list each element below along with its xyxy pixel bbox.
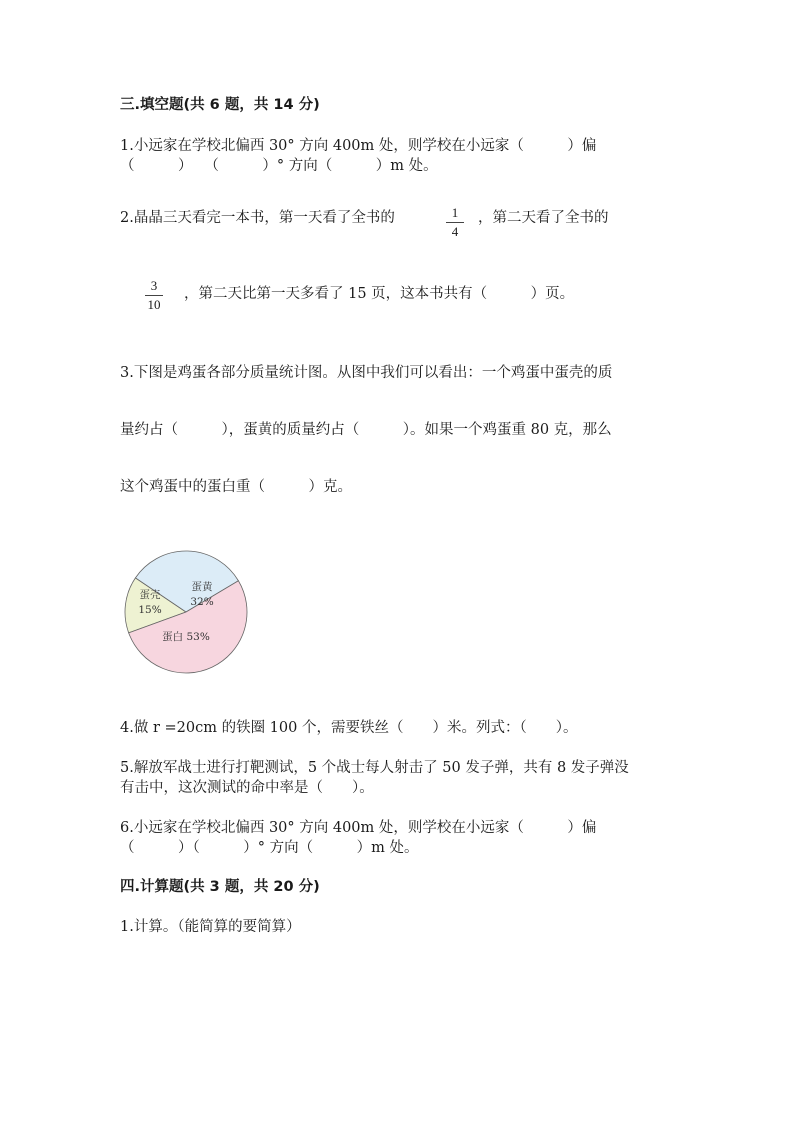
question-5-line-1: 5.解放军战士进行打靶测试，5 个战士每人射击了 50 发子弹，共有 8 发子弹没 bbox=[120, 760, 629, 776]
fraction-numerator: 3 bbox=[150, 278, 158, 293]
question-4-line-1: 4.做 r =20cm 的铁圈 100 个，需要铁丝（ ）米。列式：（ ）。 bbox=[120, 720, 578, 736]
question-1-line-2: （ ） （ ）° 方向（ ）m 处。 bbox=[120, 158, 438, 174]
question-6-line-1: 6.小远家在学校北偏西 30° 方向 400m 处，则学校在小远家（ ）偏 bbox=[120, 820, 597, 836]
question-3-line-3: 这个鸡蛋中的蛋白重（ ）克。 bbox=[120, 479, 352, 495]
egg-composition-pie-chart bbox=[122, 548, 254, 678]
question-1-line-1: 1.小远家在学校北偏西 30° 方向 400m 处，则学校在小远家（ ）偏 bbox=[120, 138, 597, 154]
fraction-three-tenths bbox=[143, 278, 165, 313]
section-3-heading: 三.填空题(共 6 题，共 14 分) bbox=[120, 97, 320, 113]
pie-slice-label: 蛋白 53% bbox=[162, 631, 210, 643]
question-6-line-2: （ ）（ ）° 方向（ ）m 处。 bbox=[120, 840, 419, 856]
fraction-bar bbox=[145, 295, 163, 296]
question-2-text-a: 2.晶晶三天看完一本书，第一天看了全书的 bbox=[120, 210, 395, 226]
pie-slice-label: 蛋壳 bbox=[139, 589, 161, 601]
pie-slice-value: 32% bbox=[190, 596, 214, 608]
fraction-bar bbox=[446, 222, 464, 223]
fraction-denominator: 10 bbox=[147, 297, 161, 312]
pie-slice-label: 蛋黄 bbox=[191, 581, 213, 593]
fraction-numerator: 1 bbox=[451, 205, 459, 220]
section-4-heading: 四.计算题(共 3 题，共 20 分) bbox=[120, 879, 320, 895]
section-4-question-1: 1.计算。（能简算的要简算） bbox=[120, 919, 301, 935]
fraction-denominator: 4 bbox=[451, 224, 459, 239]
fraction-one-quarter bbox=[444, 205, 466, 240]
question-5-line-2: 有击中，这次测试的命中率是（ ）。 bbox=[120, 780, 374, 796]
question-3-line-2: 量约占（ ），蛋黄的质量约占（ ）。如果一个鸡蛋重 80 克，那么 bbox=[120, 422, 612, 438]
pie-slice-value: 15% bbox=[138, 604, 162, 616]
question-2-text-b: ，第二天看了全书的 bbox=[478, 210, 609, 226]
question-3-line-1: 3.下图是鸡蛋各部分质量统计图。从图中我们可以看出：一个鸡蛋中蛋壳的质 bbox=[120, 365, 613, 381]
question-2-text-c: ，第二天比第一天多看了 15 页，这本书共有（ ）页。 bbox=[184, 286, 575, 302]
